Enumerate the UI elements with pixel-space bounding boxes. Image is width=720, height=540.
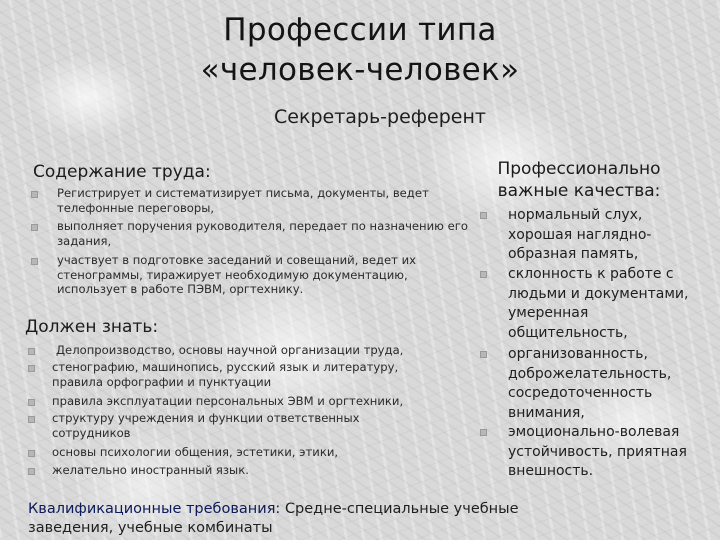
- list-item: нормальный слух, хорошая наглядно-образная память,: [480, 206, 700, 265]
- bullet-icon: [28, 399, 35, 406]
- list-item: организованность, доброжелательность, сосредоточенность внимания,: [480, 345, 700, 423]
- bullet-icon: [480, 271, 487, 278]
- bullet-icon: [28, 348, 35, 355]
- bullet-icon: [28, 450, 35, 457]
- qualities-list: [480, 206, 700, 482]
- bullet-icon: [480, 212, 487, 219]
- list-item: стенографию, машинопись, русский язык и литературу, правила орфографии и пунктуации: [28, 360, 448, 394]
- list-item: Делопроизводство, основы научной организации труда,: [28, 343, 448, 360]
- bullet-icon: [28, 365, 35, 372]
- qualification-text: Средне-специальные учебные заведения, учебные комбинаты: [28, 501, 519, 536]
- must-know-heading: Должен знать:: [25, 317, 159, 337]
- list-item: участвует в подготовке заседаний и совещаний, ведет их стенограммы, тиражирует необходимую документацию, использует в работе ПЭВМ, оргтехнику.: [30, 253, 452, 297]
- list-item: основы психологии общения, эстетики, этики,: [28, 445, 448, 463]
- bullet-icon: [28, 416, 35, 423]
- qualification-block: [28, 500, 588, 538]
- slide-title-line-2: «человек-человек»: [200, 52, 520, 88]
- list-item: эмоционально-волевая устойчивость, приятная внешность.: [480, 423, 700, 482]
- must-know-list: [28, 343, 448, 478]
- content-heading: Содержание труда:: [33, 162, 211, 182]
- qualification-label: Квалификационные требования:: [28, 501, 281, 517]
- list-item: склонность к работе с людьми и документами, умеренная общительность,: [480, 265, 700, 345]
- list-item: структуру учреждения и функции ответственных сотрудников: [28, 411, 392, 445]
- list-item: Регистрирует и систематизирует письма, документы, ведет телефонные переговоры,: [30, 186, 470, 219]
- bullet-icon: [31, 258, 38, 265]
- slide-subtitle: Секретарь-референт: [274, 106, 486, 128]
- list-item: желательно иностранный язык.: [28, 463, 448, 478]
- bullet-icon: [31, 224, 38, 231]
- qualities-heading: Профессионально важные качества:: [497, 159, 661, 201]
- list-item: выполняет поручения руководителя, передает по назначению его задания,: [30, 219, 470, 253]
- bullet-icon: [480, 351, 487, 358]
- bullet-icon: [28, 468, 35, 475]
- bullet-icon: [31, 191, 38, 198]
- bullet-icon: [480, 429, 487, 436]
- slide-title-line-1: Профессии типа: [223, 12, 497, 48]
- content-list: [30, 186, 470, 297]
- list-item: правила эксплуатации персональных ЭВМ и оргтехники,: [28, 394, 448, 411]
